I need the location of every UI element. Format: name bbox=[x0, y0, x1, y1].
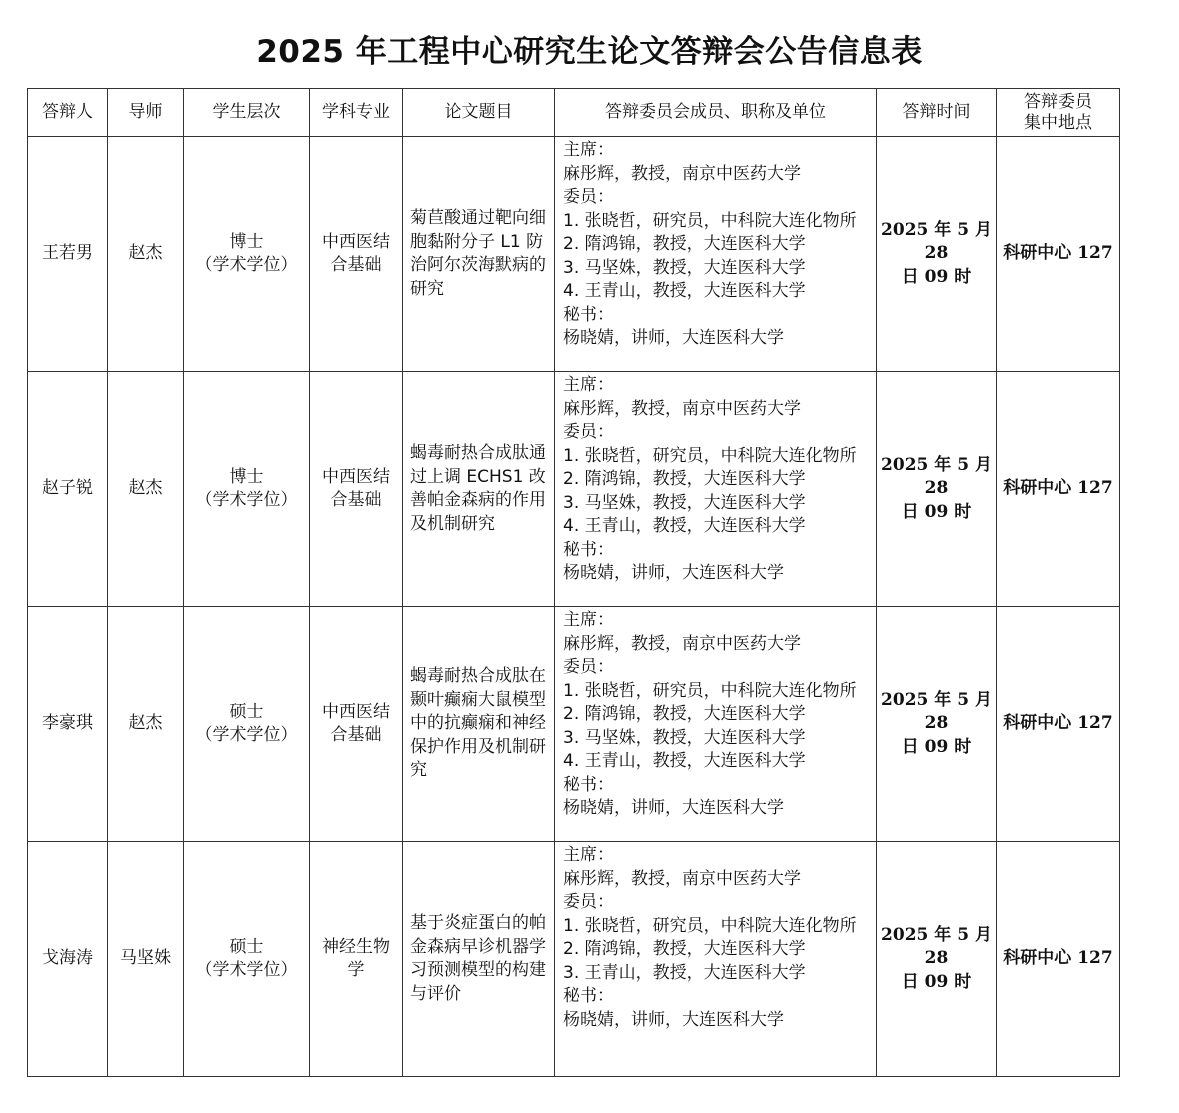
committee-line: 秘书： bbox=[563, 539, 614, 560]
page-title: 2025 年工程中心研究生论文答辩会公告信息表 bbox=[256, 34, 923, 70]
place-cell: 科研中心 127 bbox=[997, 842, 1120, 1077]
committee-line: 秘书： bbox=[563, 774, 614, 795]
table-row bbox=[28, 607, 1120, 842]
level-cell bbox=[184, 372, 310, 607]
major-cell bbox=[310, 842, 403, 1077]
committee-line: 4. 王青山，教授，大连医科大学 bbox=[563, 516, 806, 536]
committee-cell bbox=[555, 842, 877, 1077]
committee-line: 主席： bbox=[563, 375, 614, 395]
defender-cell: 戈海涛 bbox=[28, 842, 108, 1077]
header-place bbox=[997, 89, 1120, 137]
time-cell bbox=[877, 842, 997, 1077]
committee-line: 2. 隋鸿锦，教授，大连医科大学 bbox=[563, 939, 806, 959]
committee-cell bbox=[555, 372, 877, 607]
committee-line: 委员： bbox=[563, 422, 614, 442]
header-topic: 论文题目 bbox=[403, 89, 555, 137]
level-degree: 硕士 bbox=[229, 936, 264, 957]
defender-cell: 赵子锐 bbox=[28, 372, 108, 607]
committee-line: 1. 张晓哲，研究员，中科院大连化物所 bbox=[563, 210, 857, 231]
topic-cell: 基于炎症蛋白的帕金森病早诊机器学习预测模型的构建与评价 bbox=[403, 842, 555, 1077]
header-defender: 答辩人 bbox=[28, 89, 108, 137]
defender-cell: 王若男 bbox=[28, 137, 108, 372]
committee-line: 秘书： bbox=[563, 304, 614, 325]
level-type: （学术学位） bbox=[195, 255, 298, 275]
committee-line: 杨晓婧，讲师，大连医科大学 bbox=[563, 798, 784, 818]
committee-line: 主席： bbox=[563, 610, 614, 630]
committee-line: 委员： bbox=[563, 657, 614, 677]
header-time: 答辩时间 bbox=[877, 89, 997, 137]
header-advisor: 导师 bbox=[108, 89, 184, 137]
topic-cell: 蝎毒耐热合成肽在颞叶癫痫大鼠模型中的抗癫痫和神经保护作用及机制研究 bbox=[403, 607, 555, 842]
major-cell bbox=[310, 372, 403, 607]
committee-line: 主席： bbox=[563, 845, 614, 865]
major-line1: 神经生物 bbox=[322, 936, 390, 957]
committee-line: 主席： bbox=[563, 140, 614, 160]
time-line1: 2025 年 5 月 28 bbox=[881, 219, 992, 264]
topic-cell: 菊苣酸通过靶向细胞黏附分子 L1 防治阿尔茨海默病的研究 bbox=[403, 137, 555, 372]
header-committee: 答辩委员会成员、职称及单位 bbox=[555, 89, 877, 137]
level-cell bbox=[184, 137, 310, 372]
level-degree: 博士 bbox=[229, 466, 264, 487]
table-header-row bbox=[28, 89, 1120, 137]
committee-line: 杨晓婧，讲师，大连医科大学 bbox=[563, 328, 784, 348]
committee-line: 委员： bbox=[563, 187, 614, 207]
committee-line: 2. 隋鸿锦，教授，大连医科大学 bbox=[563, 469, 806, 489]
committee-line: 3. 马坚姝，教授，大连医科大学 bbox=[563, 727, 806, 748]
committee-line: 4. 王青山，教授，大连医科大学 bbox=[563, 751, 806, 771]
major-line1: 中西医结 bbox=[322, 231, 390, 252]
committee-line: 3. 马坚姝，教授，大连医科大学 bbox=[563, 492, 806, 513]
time-line2: 日 09 时 bbox=[901, 736, 972, 757]
place-cell: 科研中心 127 bbox=[997, 137, 1120, 372]
time-line1: 2025 年 5 月 28 bbox=[881, 924, 992, 969]
committee-line: 3. 马坚姝，教授，大连医科大学 bbox=[563, 257, 806, 278]
time-line1: 2025 年 5 月 28 bbox=[881, 689, 992, 734]
place-cell: 科研中心 127 bbox=[997, 372, 1120, 607]
major-line1: 中西医结 bbox=[322, 701, 390, 722]
major-cell bbox=[310, 137, 403, 372]
committee-line: 麻彤辉，教授，南京中医药大学 bbox=[563, 868, 801, 889]
level-type: （学术学位） bbox=[195, 490, 298, 510]
committee-line: 4. 王青山，教授，大连医科大学 bbox=[563, 281, 806, 301]
committee-cell bbox=[555, 137, 877, 372]
level-cell bbox=[184, 842, 310, 1077]
level-degree: 硕士 bbox=[229, 701, 264, 722]
level-degree: 博士 bbox=[229, 231, 264, 252]
table-row bbox=[28, 137, 1120, 372]
time-cell bbox=[877, 137, 997, 372]
header-place-line2: 集中地点 bbox=[1024, 112, 1092, 133]
major-cell bbox=[310, 607, 403, 842]
advisor-cell: 赵杰 bbox=[108, 137, 184, 372]
advisor-cell: 赵杰 bbox=[108, 607, 184, 842]
committee-line: 2. 隋鸿锦，教授，大连医科大学 bbox=[563, 234, 806, 254]
major-line2: 合基础 bbox=[330, 255, 382, 275]
committee-line: 杨晓婧，讲师，大连医科大学 bbox=[563, 1009, 784, 1030]
table-row bbox=[28, 372, 1120, 607]
topic-cell: 蝎毒耐热合成肽通过上调 ECHS1 改善帕金森病的作用及机制研究 bbox=[403, 372, 555, 607]
defense-info-table bbox=[27, 88, 1120, 1077]
major-line2: 合基础 bbox=[330, 490, 382, 510]
time-line2: 日 09 时 bbox=[901, 971, 972, 992]
header-place-line1: 答辩委员 bbox=[1024, 91, 1092, 112]
place-cell: 科研中心 127 bbox=[997, 607, 1120, 842]
committee-cell bbox=[555, 607, 877, 842]
table-row bbox=[28, 842, 1120, 1077]
time-cell bbox=[877, 372, 997, 607]
advisor-cell: 马坚姝 bbox=[108, 842, 184, 1077]
level-type: （学术学位） bbox=[195, 960, 298, 980]
committee-line: 麻彤辉，教授，南京中医药大学 bbox=[563, 633, 801, 654]
time-line2: 日 09 时 bbox=[901, 501, 972, 522]
committee-line: 杨晓婧，讲师，大连医科大学 bbox=[563, 563, 784, 583]
major-line2: 学 bbox=[347, 960, 365, 980]
major-line1: 中西医结 bbox=[322, 466, 390, 487]
level-cell bbox=[184, 607, 310, 842]
advisor-cell: 赵杰 bbox=[108, 372, 184, 607]
major-line2: 合基础 bbox=[330, 725, 382, 745]
committee-line: 2. 隋鸿锦，教授，大连医科大学 bbox=[563, 704, 806, 724]
committee-line: 麻彤辉，教授，南京中医药大学 bbox=[563, 163, 801, 184]
committee-line: 麻彤辉，教授，南京中医药大学 bbox=[563, 398, 801, 419]
header-major: 学科专业 bbox=[310, 89, 403, 137]
committee-line: 1. 张晓哲，研究员，中科院大连化物所 bbox=[563, 680, 857, 701]
header-level: 学生层次 bbox=[184, 89, 310, 137]
defender-cell: 李豪琪 bbox=[28, 607, 108, 842]
level-type: （学术学位） bbox=[195, 725, 298, 745]
committee-line: 秘书： bbox=[563, 986, 614, 1006]
time-line2: 日 09 时 bbox=[901, 266, 972, 287]
time-line1: 2025 年 5 月 28 bbox=[881, 454, 992, 499]
committee-line: 3. 王青山，教授，大连医科大学 bbox=[563, 962, 806, 983]
committee-line: 委员： bbox=[563, 892, 614, 912]
committee-line: 1. 张晓哲，研究员，中科院大连化物所 bbox=[563, 915, 857, 936]
time-cell bbox=[877, 607, 997, 842]
committee-line: 1. 张晓哲，研究员，中科院大连化物所 bbox=[563, 445, 857, 466]
